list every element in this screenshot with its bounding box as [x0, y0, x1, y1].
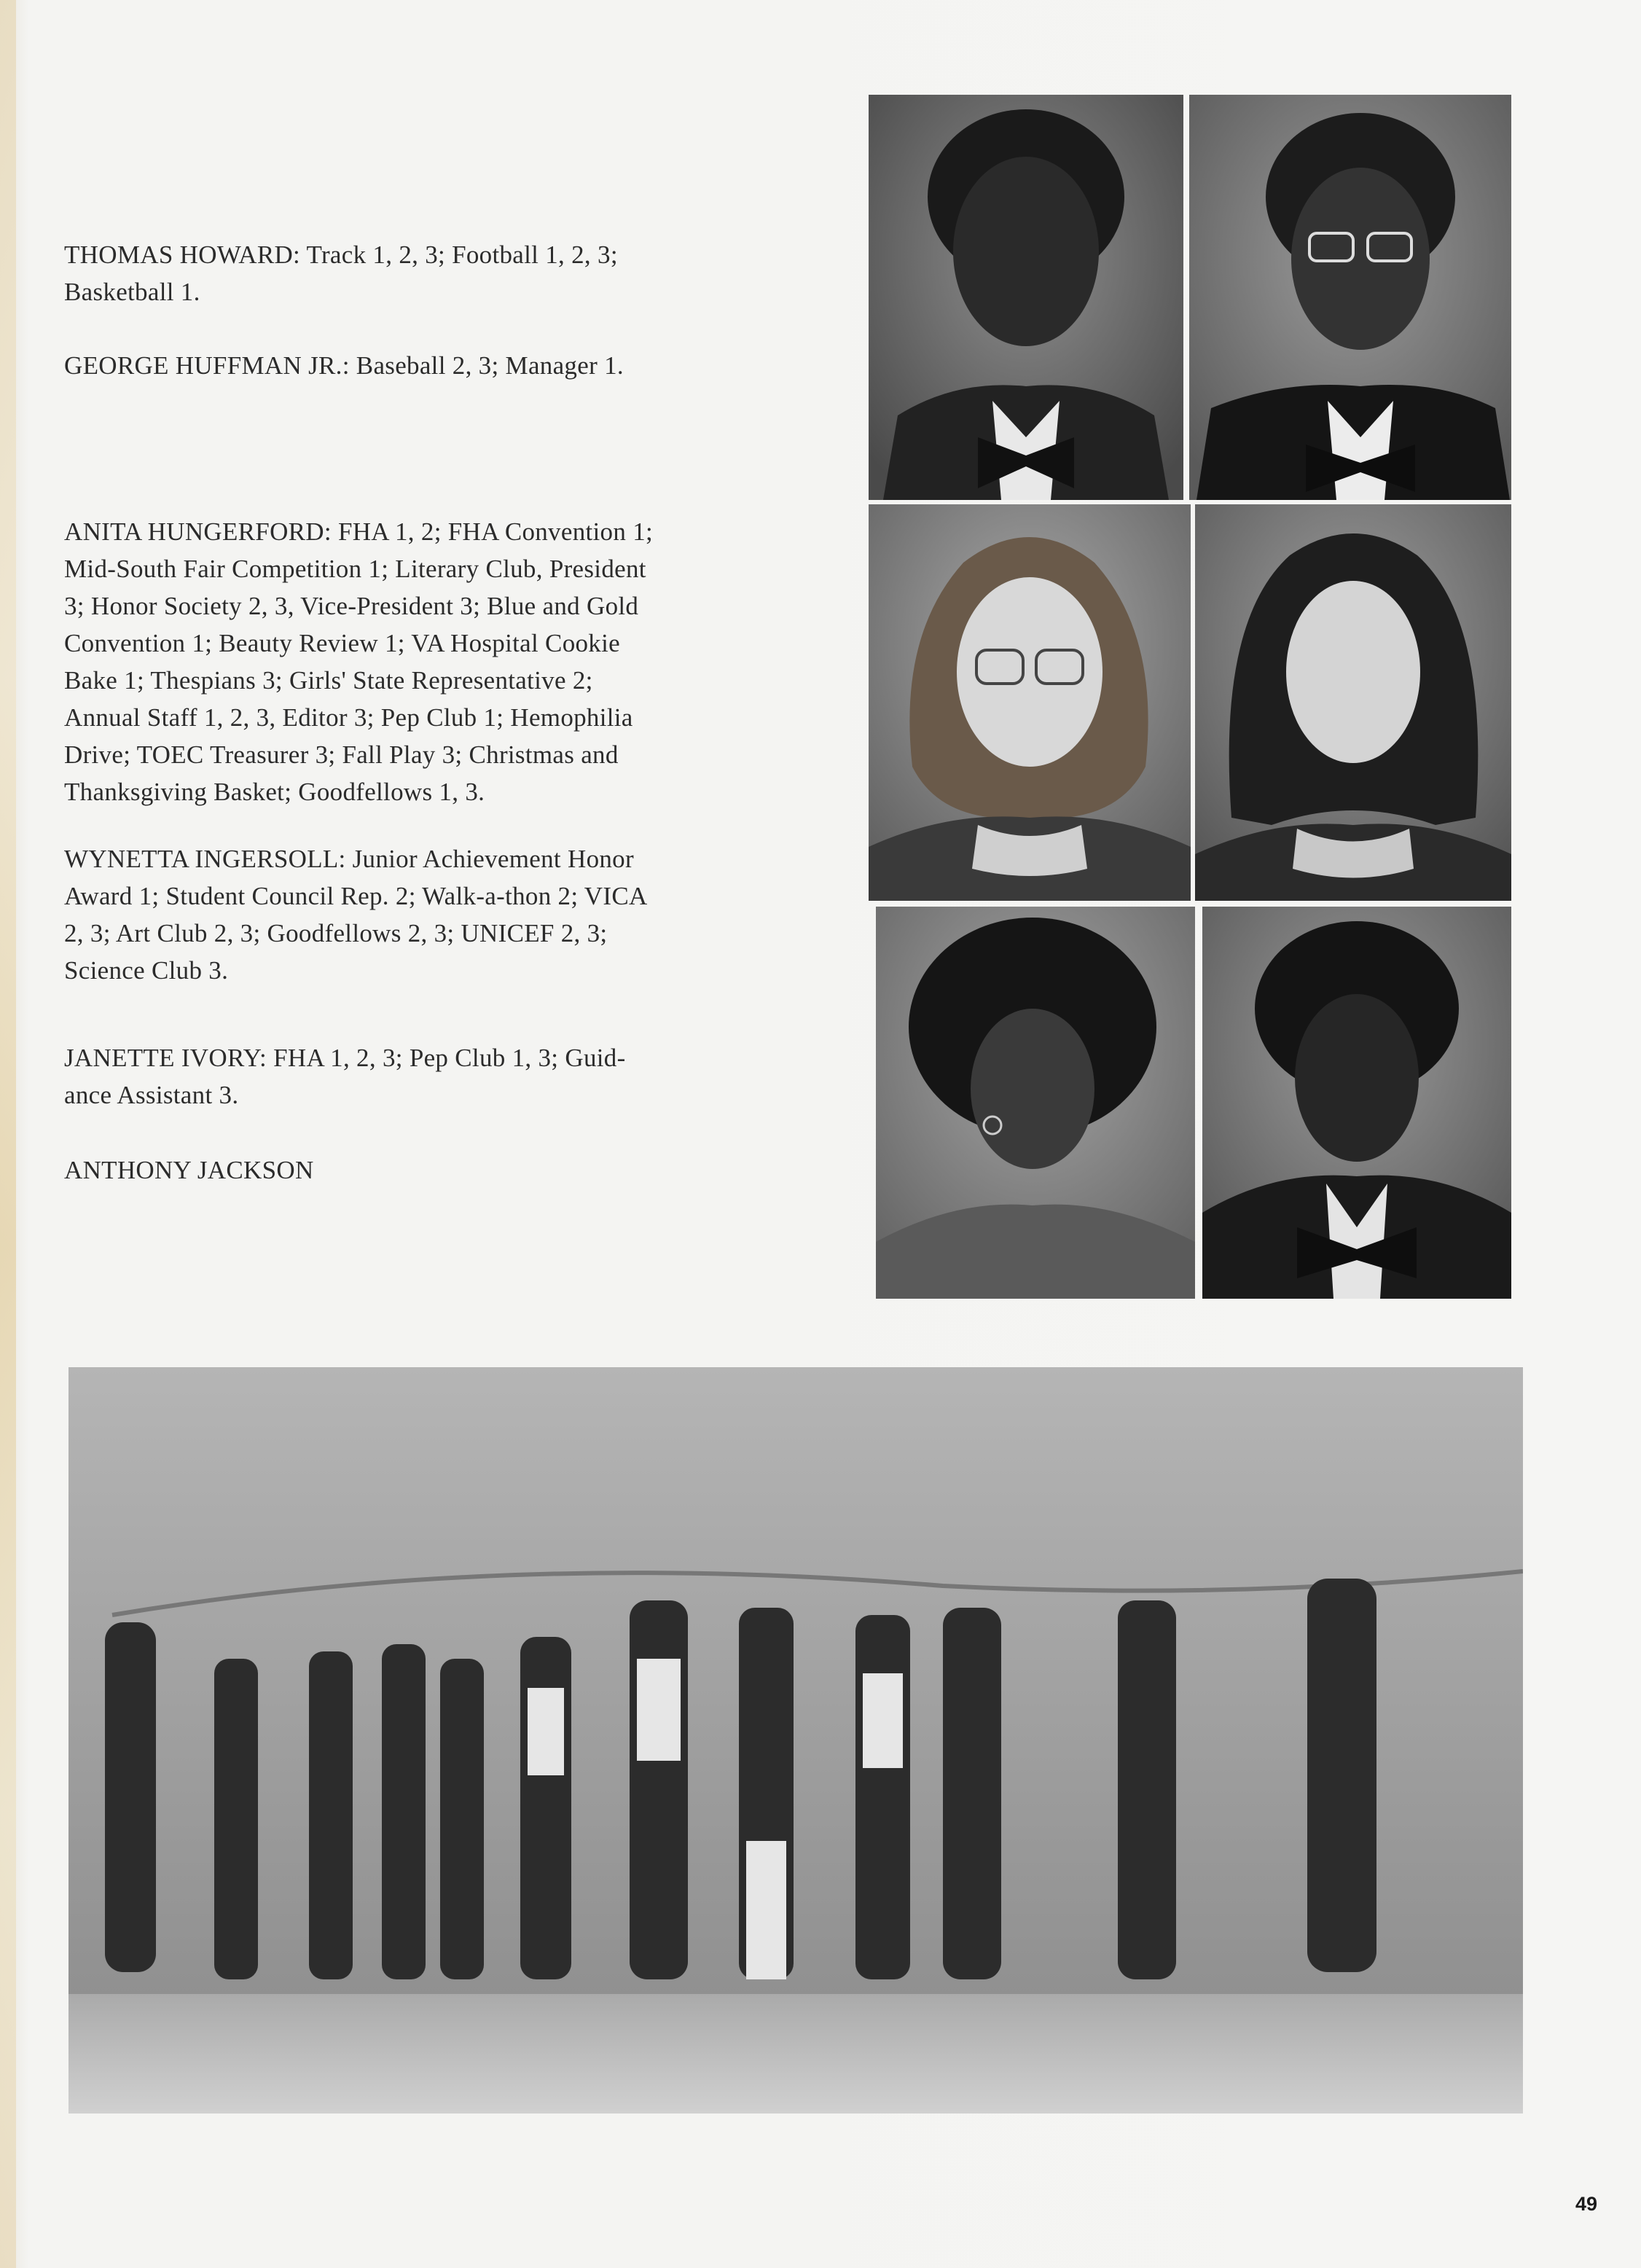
bio-line: 2, 3; Art Club 2, 3; Goodfellows 2, 3; UNICEF 2, 3;	[64, 919, 608, 947]
bio-george-huffman	[64, 347, 815, 384]
page-number: 49	[1575, 2193, 1598, 2215]
portrait-janette-ivory	[876, 907, 1195, 1299]
bio-line: Basketball 1.	[64, 278, 200, 306]
portrait-thomas-howard	[869, 95, 1183, 500]
bio-name: GEORGE HUFFMAN JR.:	[64, 351, 350, 380]
bio-name: JANETTE IVORY:	[64, 1044, 267, 1072]
bio-line: Baseball 2, 3; Manager 1.	[356, 351, 624, 380]
bio-line: Bake 1; Thespians 3; Girls' State Representative 2;	[64, 666, 593, 695]
page-edge-stain	[0, 0, 16, 2268]
bio-thomas-howard	[64, 236, 815, 310]
bio-wynetta-ingersoll	[64, 840, 815, 989]
bio-line: FHA 1, 2; FHA Convention 1;	[337, 517, 654, 546]
bio-name: WYNETTA INGERSOLL:	[64, 845, 346, 873]
group-photo-stage	[68, 1367, 1523, 2113]
bio-name: ANITA HUNGERFORD:	[64, 517, 332, 546]
bio-name: ANTHONY JACKSON	[64, 1156, 314, 1184]
bio-line: Annual Staff 1, 2, 3, Editor 3; Pep Club 1; Hemophilia	[64, 703, 633, 732]
bio-janette-ivory	[64, 1039, 815, 1114]
bio-line: ance Assistant 3.	[64, 1081, 239, 1109]
bio-line: Thanksgiving Basket; Goodfellows 1, 3.	[64, 778, 485, 806]
bio-line: Drive; TOEC Treasurer 3; Fall Play 3; Christmas and	[64, 740, 619, 769]
bio-anita-hungerford	[64, 513, 815, 810]
bio-line: Mid-South Fair Competition 1; Literary Club, President	[64, 555, 646, 583]
bio-line: FHA 1, 2, 3; Pep Club 1, 3; Guid-	[273, 1044, 626, 1072]
portrait-wynetta-ingersoll	[1195, 504, 1511, 901]
bio-line: Junior Achievement Honor	[352, 845, 634, 873]
bio-line: Science Club 3.	[64, 956, 229, 985]
bio-line: Award 1; Student Council Rep. 2; Walk-a-thon 2; VICA	[64, 882, 648, 910]
bio-anthony-jackson	[64, 1151, 815, 1189]
portrait-george-huffman	[1189, 95, 1511, 500]
bio-name: THOMAS HOWARD:	[64, 241, 301, 269]
portrait-anthony-jackson	[1202, 907, 1511, 1299]
portrait-anita-hungerford	[869, 504, 1191, 901]
bio-line: Convention 1; Beauty Review 1; VA Hospital Cookie	[64, 629, 620, 657]
bio-line: 3; Honor Society 2, 3, Vice-President 3; Blue and Gold	[64, 592, 639, 620]
bio-line: Track 1, 2, 3; Football 1, 2, 3;	[306, 241, 618, 269]
